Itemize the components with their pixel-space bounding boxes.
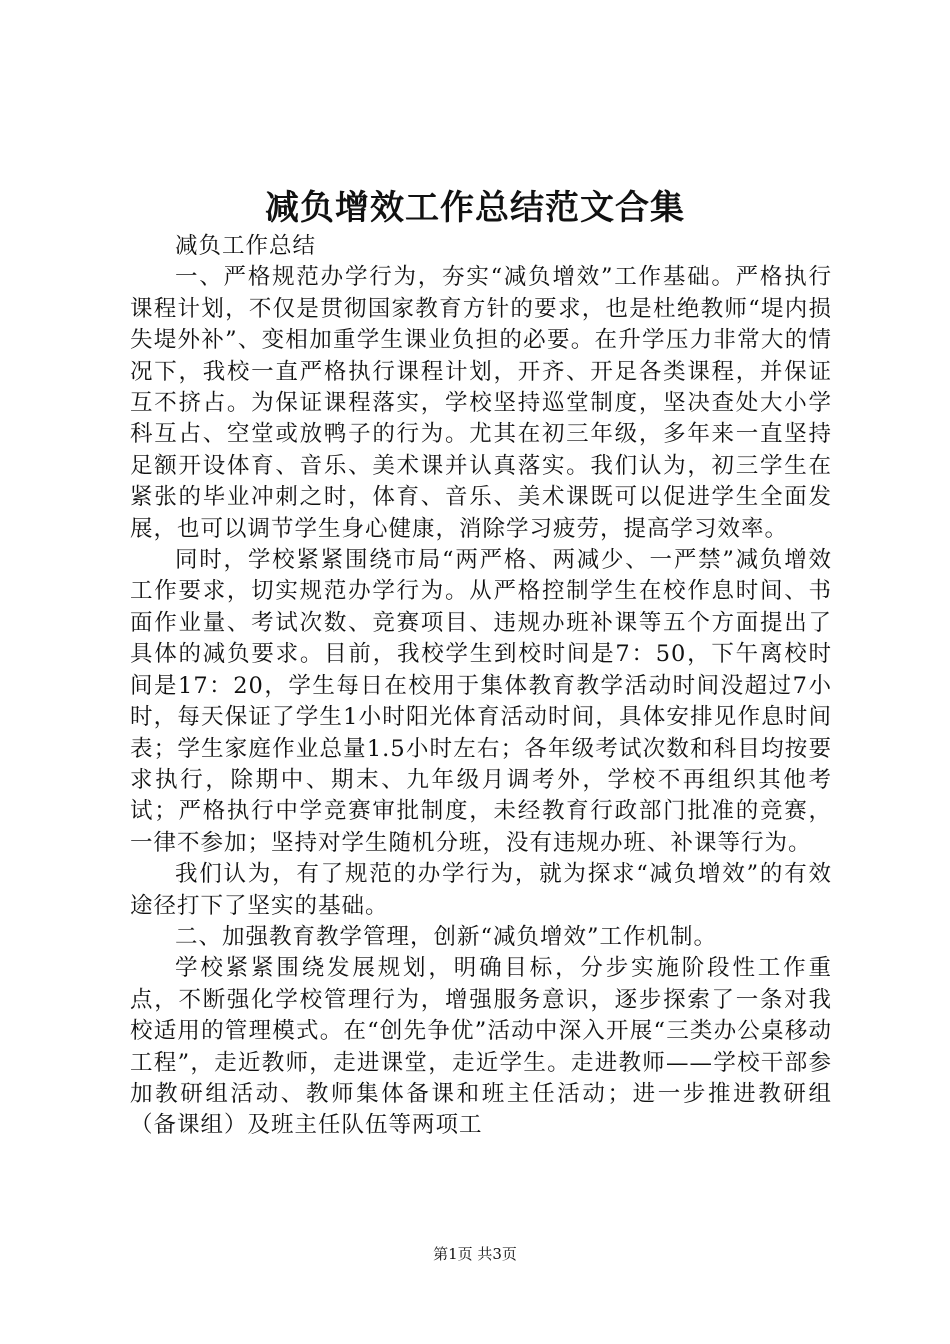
document-title: 减负增效工作总结范文合集 [265, 188, 685, 228]
paragraph: 学校紧紧围绕发展规划，明确目标，分步实施阶段性工作重点，不断强化学校管理行为，增强服务意识，逐步探索了一条对我校适用的管理模式。在“创先争优”活动中深入开展“三类办公桌移动工程”，走近教师，走进课堂，走近学生。走进教师——学校干部参加教研组活动、教师集体备课和班主任活动；进一步推进教研组（备课组）及班主任队伍等两项工 [130, 955, 832, 1139]
paragraph: 我们认为，有了规范的办学行为，就为探求“减负增效”的有效途径打下了坚实的基础。 [130, 861, 832, 919]
document-body [130, 231, 832, 1142]
paragraph: 二、加强教育教学管理，创新“减负增效”工作机制。 [175, 923, 718, 950]
page-number-footer: 第1页 共3页 [433, 1245, 517, 1263]
paragraph: 一、严格规范办学行为，夯实“减负增效”工作基础。严格执行课程计划，不仅是贯彻国家教育方针的要求，也是杜绝教师“堤内损失堤外补”、变相加重学生课业负担的必要。在升学压力非常大的情况下，我校一直严格执行课程计划，开齐、开足各类课程，并保证互不挤占。为保证课程落实，学校坚持巡堂制度，坚决查处大小学科互占、空堂或放鸭子的行为。尤其在初三年级，多年来一直坚持足额开设体育、音乐、美术课并认真落实。我们认为，初三学生在紧张的毕业冲刺之时，体育、音乐、美术课既可以促进学生全面发展，也可以调节学生身心健康，消除学习疲劳，提高学习效率。 [130, 264, 832, 542]
paragraph: 同时，学校紧紧围绕市局“两严格、两减少、一严禁”减负增效工作要求，切实规范办学行为。从严格控制学生在校作息时间、书面作业量、考试次数、竞赛项目、违规办班补课等五个方面提出了具体的减负要求。目前，我校学生到校时间是7：50，下午离校时间是17：20，学生每日在校用于集体教育教学活动时间没超过7小时，每天保证了学生1小时阳光体育活动时间，具体安排见作息时间表；学生家庭作业总量1.5小时左右；各年级考试次数和科目均按要求执行，除期中、期末、九年级月调考外，学校不再组织其他考试；严格执行中学竞赛审批制度，未经教育行政部门批准的竞赛，一律不参加；坚持对学生随机分班，没有违规办班、补课等行为。 [130, 547, 832, 856]
paragraph-subtitle: 减负工作总结 [175, 233, 317, 259]
